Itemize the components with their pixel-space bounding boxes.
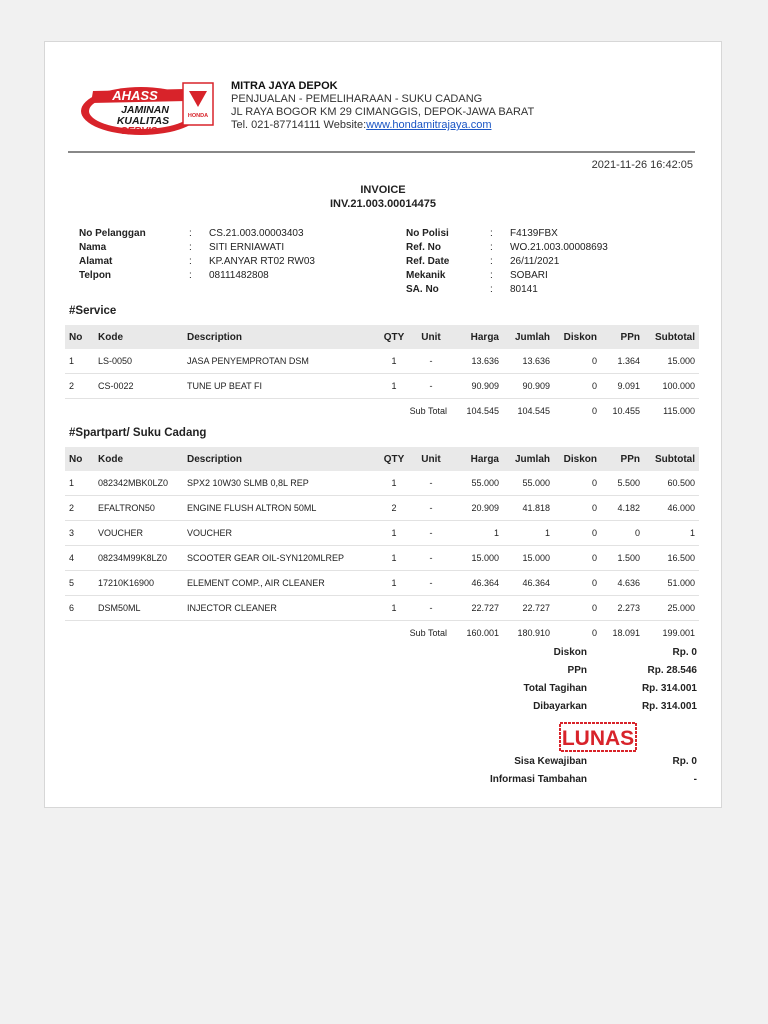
svg-text:AHASS: AHASS: [112, 88, 158, 103]
summary-row-balance: Sisa Kewajiban Rp. 0: [514, 755, 697, 767]
vehicle-row: No Polisi : F4139FBX: [406, 228, 558, 239]
company-address: JL RAYA BOGOR KM 29 CIMANGGIS, DEPOK-JAWA BARAT: [231, 106, 535, 118]
customer-row: Nama : SITI ERNIAWATI: [79, 242, 285, 253]
col-diskon: Diskon: [554, 447, 601, 471]
col-no: No: [65, 325, 94, 349]
svg-text:SERVIS: SERVIS: [120, 126, 158, 137]
invoice-page: [44, 41, 722, 808]
customer-row: Alamat : KP.ANYAR RT02 RW03: [79, 256, 315, 267]
col-qty: QTY: [377, 447, 411, 471]
col-harga: Harga: [451, 447, 503, 471]
subtotal-row: Sub Total 160.001 180.910 0 18.091 199.001: [409, 628, 695, 638]
svg-text:LUNAS: LUNAS: [561, 727, 635, 750]
customer-info: [79, 227, 315, 283]
svg-text:JAMINAN: JAMINAN: [121, 104, 169, 116]
col-ppn: PPn: [601, 325, 644, 349]
invoice-number: INV.21.003.00014475: [329, 198, 437, 210]
svg-text:KUALITAS: KUALITAS: [116, 115, 170, 127]
subtotal-row: Sub Total 104.545 104.545 0 10.455 115.000: [409, 406, 695, 416]
table-row: 2 EFALTRON50 ENGINE FLUSH ALTRON 50ML 2 - 20.909 41.818 0 4.182 46.000: [65, 496, 699, 521]
col-jumlah: Jumlah: [503, 447, 554, 471]
table-row: 1 082342MBK0LZ0 SPX2 10W30 SLMB 0,8L REP 1 - 55.000 55.000 0 5.500 60.500: [65, 471, 699, 496]
summary-row-info: Informasi Tambahan -: [489, 773, 697, 785]
table-row: 1 LS-0050 JASA PENYEMPROTAN DSM 1 - 13.636 13.636 0 1.364 15.000: [65, 349, 699, 374]
customer-row: No Pelanggan : CS.21.003.00003403: [79, 228, 304, 239]
table-header: [65, 447, 699, 471]
col-kode: Kode: [94, 447, 183, 471]
service-section-title: #Service: [69, 305, 117, 317]
vehicle-row: Ref. Date : 26/11/2021: [406, 256, 560, 267]
col-unit: Unit: [411, 447, 451, 471]
summary-row-paid: Dibayarkan Rp. 314.001: [533, 700, 697, 712]
col-kode: Kode: [94, 325, 183, 349]
company-name: MITRA JAYA DEPOK: [231, 80, 338, 92]
col-qty: QTY: [377, 325, 411, 349]
col-description: Description: [183, 325, 377, 349]
col-jumlah: Jumlah: [503, 325, 554, 349]
payment-summary: [377, 643, 697, 715]
col-unit: Unit: [411, 325, 451, 349]
sparepart-section-title: #Spartpart/ Suku Cadang: [69, 427, 207, 439]
col-harga: Harga: [451, 325, 503, 349]
sparepart-table: [65, 447, 699, 645]
col-description: Description: [183, 447, 377, 471]
vehicle-row: SA. No : 80141: [406, 284, 538, 295]
company-tagline: PENJUALAN - PEMELIHARAAN - SUKU CADANG: [231, 93, 483, 105]
table-row: 4 08234M99K8LZ0 SCOOTER GEAR OIL-SYN120MLREP 1 - 15.000 15.000 0 1.500 16.500: [65, 546, 699, 571]
col-subtotal: Subtotal: [644, 447, 699, 471]
table-row: 2 CS-0022 TUNE UP BEAT FI 1 - 90.909 90.909 0 9.091 100.000: [65, 374, 699, 399]
summary-row-ppn: PPn Rp. 28.546: [567, 664, 697, 676]
table-header: [65, 325, 699, 349]
vehicle-row: Ref. No : WO.21.003.00008693: [406, 242, 608, 253]
summary-row-diskon: Diskon Rp. 0: [553, 646, 697, 658]
ahass-logo: [79, 81, 217, 137]
vehicle-row: Mekanik : SOBARI: [406, 270, 548, 281]
balance-summary: [377, 752, 697, 788]
company-phone: Tel. 021-87714111 Website:: [231, 119, 367, 131]
header-divider: [68, 151, 695, 153]
table-row: 6 DSM50ML INJECTOR CLEANER 1 - 22.727 22.727 0 2.273 25.000: [65, 596, 699, 621]
col-ppn: PPn: [601, 447, 644, 471]
website-link[interactable]: www.hondamitrajaya.com: [366, 119, 492, 131]
lunas-stamp: [559, 722, 637, 752]
table-row: 5 17210K16900 ELEMENT COMP., AIR CLEANER 1 - 46.364 46.364 0 4.636 51.000: [65, 571, 699, 596]
company-info: [231, 80, 534, 132]
vehicle-info: [406, 227, 608, 297]
summary-row-total: Total Tagihan Rp. 314.001: [523, 682, 697, 694]
col-no: No: [65, 447, 94, 471]
customer-row: Telpon : 08111482808: [79, 270, 269, 281]
company-contact: [231, 119, 534, 132]
print-datetime: 2021-11-26 16:42:05: [591, 159, 693, 171]
col-diskon: Diskon: [554, 325, 601, 349]
service-table: [65, 325, 699, 423]
col-subtotal: Subtotal: [644, 325, 699, 349]
table-row: 3 VOUCHER VOUCHER 1 - 1 1 0 0 1: [65, 521, 699, 546]
svg-text:HONDA: HONDA: [187, 113, 209, 119]
invoice-title: INVOICE: [360, 184, 406, 196]
